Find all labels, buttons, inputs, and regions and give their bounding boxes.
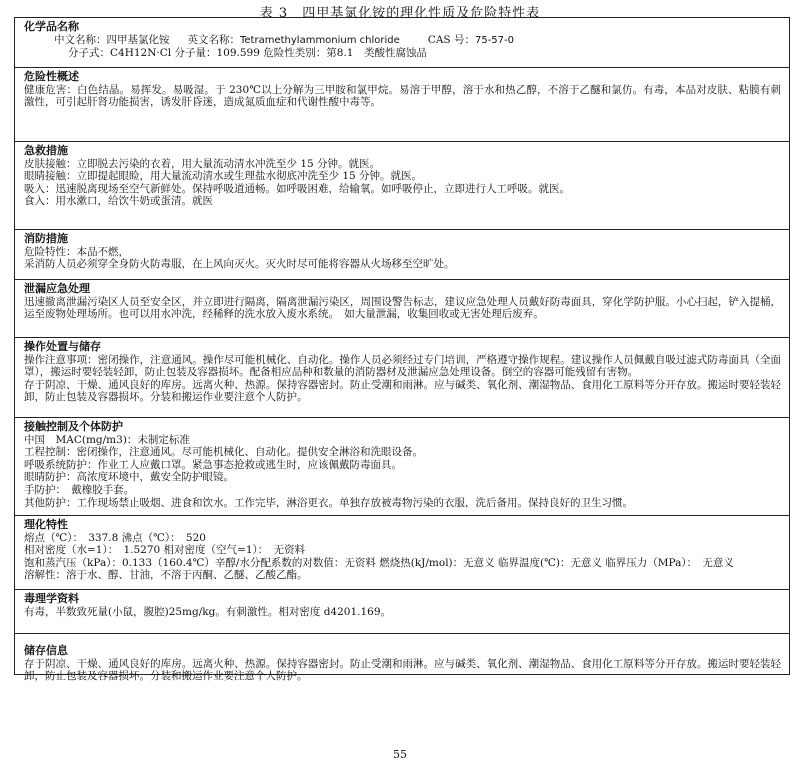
hazard-class-value: 第8.1 类酸性腐蚀品 (326, 47, 427, 60)
section-toxicology (15, 590, 789, 634)
section-heading: 储存信息 (24, 644, 68, 657)
text-line: 操作注意事项：密闭操作，注意通风。操作尽可能机械化、自动化。操作人员必须经过专门培训，严格遵守操作规程。建议操作人员佩戴自吸过滤式防毒面具（全面罩），搬运时要轻装轻卸，防止包装及容器损坏。配备相应品种和数量的消防器材及泄漏应急处理设备。倒空的容器可能残留有害物。 (24, 353, 781, 379)
formula-value: C4H12N·Cl (110, 47, 172, 60)
text-line: 熔点（℃）： 337.8 沸点（℃）： 520 (24, 531, 206, 544)
property-table (14, 17, 790, 683)
section-heading: 操作处置与储存 (24, 340, 101, 353)
section-physchem (15, 516, 789, 590)
section-heading: 消防措施 (24, 232, 68, 245)
name-row (24, 34, 781, 48)
section-heading: 毒理学资料 (24, 592, 79, 605)
text-line: 有毒，半数致死量(小鼠，腹腔)25mg/kg。有刺激性。相对密度 d4201.169。 (24, 605, 392, 618)
text-line: 呼吸系统防护：作业工人应戴口罩。紧急事态抢救或逃生时，应该佩戴防毒面具。 (24, 458, 402, 471)
en-name-label: 英文名称： (187, 33, 240, 46)
text-line: 存于阴凉、干燥、通风良好的库房。远离火种、热源。保持容器密封。防止受潮和雨淋。应与碱类、氧化剂、潮湿物品、食用化工原料等分开存放。搬运时要轻装轻卸，防止包装及容器损坏。分装和搬运作业要注意个人防护。 (24, 378, 781, 404)
text-line: 皮肤接触：立即脱去污染的衣着，用大量流动清水冲洗至少 15 分钟。就医。 (24, 157, 381, 170)
cas-label: CAS 号： (427, 33, 475, 46)
section-chemical-name (15, 18, 789, 68)
text-line: 其他防护：工作现场禁止吸烟、进食和饮水。工作完毕，淋浴更衣。单独存放被毒物污染的衣服，洗后备用。保持良好的卫生习惯。 (24, 496, 633, 509)
text-line: 迅速撤离泄漏污染区人员至安全区，并立即进行隔离，隔离泄漏污染区，周围设警告标志，建议应急处理人员戴好防毒面具，穿化学防护服。小心扫起，铲入提桶，运至废物处理场所。也可以用水冲洗，经稀释的洗水放入废水系统。 如大量泄漏，收集回收或无害处理后废弃。 (24, 295, 781, 321)
section-hazard-overview (15, 68, 789, 142)
section-heading: 泄漏应急处理 (24, 282, 90, 295)
hazard-class-label: 危险性类别： (263, 47, 327, 60)
text-line: 吸入：迅速脱离现场至空气新鲜处。保持呼吸道通畅。如呼吸困难，给输氧。如呼吸停止，立即进行人工呼吸。就医。 (24, 182, 570, 195)
en-name-value: Tetramethylammonium chloride (240, 34, 400, 46)
text-line: 眼睛防护：高浓度环境中，戴安全防护眼镜。 (24, 471, 234, 484)
section-fire-fighting (15, 230, 789, 280)
text-line: 溶解性：溶于水、醇、甘油，不溶于丙酮、乙醚、乙酸乙酯。 (24, 569, 308, 582)
cas-value: 75-57-0 (474, 34, 514, 46)
text-line: 存于阴凉、干燥、通风良好的库房。远离火种、热源。保持容器密封。防止受潮和雨淋。应与碱类、氧化剂、潮湿物品、食用化工原料等分开存放。搬运时要轻装轻卸，防止包装及容器损坏。分装和搬运作业要注意个人防护。 (24, 657, 781, 683)
mw-value: 109.599 (216, 47, 260, 60)
table-title: 表 3 四甲基氯化铵的理化性质及危险特性表 (259, 6, 541, 21)
section-heading: 接触控制及个体防护 (24, 420, 123, 433)
text-line: 眼睛接触：立即提起眼睑，用大量流动清水或生理盐水彻底冲洗至少 15 分钟。就医。 (24, 170, 423, 183)
section-heading: 化学品名称 (24, 20, 79, 33)
formula-row (24, 47, 781, 60)
text-line: 饱和蒸汽压（kPa）：0.133（160.4℃）辛醇/水分配系数的对数值：无资料 燃烧热(kJ/mol)：无意义 临界温度(℃)：无意义 临界压力（MPa）： 无意义 (24, 556, 734, 569)
section-first-aid (15, 142, 789, 230)
text-line: 食入：用水漱口，给饮牛奶或蛋清。就医 (24, 195, 213, 208)
cn-name-value: 四甲基氯化铵 (106, 33, 170, 46)
text-line: 危险特性：本品不燃， (24, 245, 129, 258)
text-line: 相对密度（水=1）： 1.5270 相对密度（空气=1）： 无资料 (24, 544, 306, 557)
text-line: 工程控制：密闭操作，注意通风。尽可能机械化、自动化。提供安全淋浴和洗眼设备。 (24, 446, 423, 459)
section-storage-info (15, 634, 789, 683)
section-heading: 急救措施 (24, 144, 68, 157)
section-exposure-control (15, 418, 789, 516)
page-number: 55 (393, 748, 407, 761)
text-line: 中国 MAC(mg/m3)：未制定标准 (24, 433, 190, 446)
text-line: 手防护： 戴橡胶手套。 (24, 483, 135, 496)
mw-label: 分子量： (174, 47, 217, 60)
section-heading: 理化特性 (24, 518, 68, 531)
text-line: 健康危害：白色结晶。易挥发。易吸湿。于 230℃以上分解为三甲胺和氯甲烷。易溶于甲醇，溶于水和热乙醇，不溶于乙醚和氯仿。有毒，本品对皮肤、粘膜有刺激性，可引起肝肾功能损害，诱发肝昏迷，造成氮质血症和代谢性酸中毒等。 (24, 83, 781, 109)
section-handling-storage (15, 338, 789, 418)
formula-label: 分子式： (68, 47, 110, 60)
section-spill-response (15, 280, 789, 338)
cn-name-label: 中文名称： (54, 33, 107, 46)
text-line: 采消防人员必须穿全身防火防毒服，在上风向灭火。灭火时尽可能将容器从火场移至空旷处。 (24, 258, 455, 271)
section-heading: 危险性概述 (24, 70, 79, 83)
